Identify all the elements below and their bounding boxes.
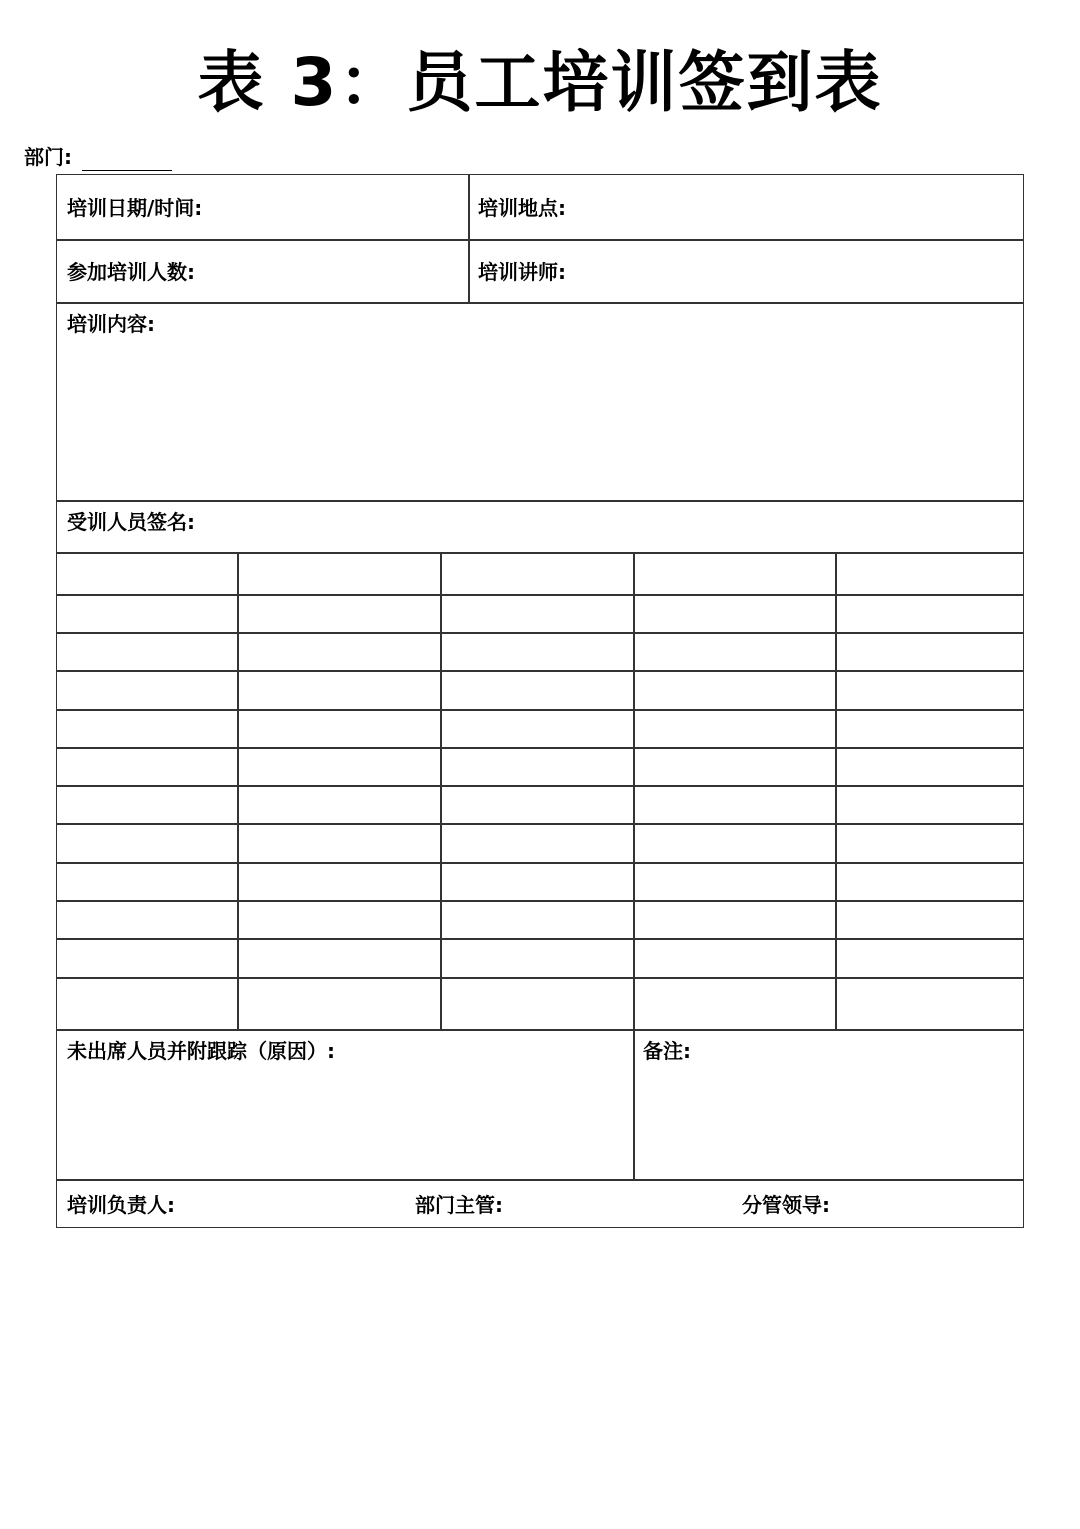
signature-cell[interactable] — [633, 670, 835, 709]
signature-cell[interactable] — [57, 938, 237, 977]
signature-cell[interactable] — [237, 862, 440, 900]
signature-cell[interactable] — [835, 785, 1023, 823]
signature-cell[interactable] — [57, 785, 237, 823]
training-responsible-label: 培训负责人: — [67, 1193, 175, 1217]
signature-cell[interactable] — [440, 938, 633, 977]
signature-cell[interactable] — [835, 747, 1023, 785]
signature-cell[interactable] — [633, 709, 835, 747]
department-blank-line[interactable] — [82, 148, 172, 171]
row-divider — [57, 500, 1023, 502]
page-title: 表 3：员工培训签到表 — [197, 44, 883, 121]
signature-cell[interactable] — [57, 900, 237, 938]
signature-cell[interactable] — [835, 823, 1023, 862]
signature-cell[interactable] — [440, 552, 633, 594]
signature-cell[interactable] — [440, 823, 633, 862]
training-signin-form — [56, 174, 1024, 1228]
training-location-label: 培训地点: — [478, 196, 566, 220]
signature-cell[interactable] — [237, 670, 440, 709]
signature-cell[interactable] — [440, 900, 633, 938]
signature-cell[interactable] — [237, 709, 440, 747]
absent-followup-label: 未出席人员并附跟踪（原因）: — [67, 1039, 335, 1063]
signature-cell[interactable] — [835, 594, 1023, 632]
signature-cell[interactable] — [835, 862, 1023, 900]
signature-cell[interactable] — [440, 670, 633, 709]
signature-cell[interactable] — [633, 977, 835, 1029]
signature-cell[interactable] — [440, 632, 633, 670]
signature-cell[interactable] — [440, 785, 633, 823]
signature-cell[interactable] — [835, 938, 1023, 977]
signature-cell[interactable] — [440, 594, 633, 632]
signature-cell[interactable] — [835, 709, 1023, 747]
signature-cell[interactable] — [237, 552, 440, 594]
signature-cell[interactable] — [633, 594, 835, 632]
trainee-signature-label: 受训人员签名: — [67, 510, 195, 534]
signature-cell[interactable] — [440, 709, 633, 747]
instructor-label: 培训讲师: — [478, 260, 566, 284]
department-field — [24, 143, 172, 171]
supervising-leader-label: 分管领导: — [742, 1193, 830, 1217]
signature-cell[interactable] — [237, 977, 440, 1029]
row-divider — [57, 1179, 1023, 1181]
column-divider — [468, 175, 470, 303]
signature-cell[interactable] — [57, 862, 237, 900]
training-date-time-label: 培训日期/时间: — [67, 196, 203, 220]
signature-cell[interactable] — [633, 747, 835, 785]
signature-cell[interactable] — [57, 709, 237, 747]
signature-cell[interactable] — [57, 552, 237, 594]
signature-cell[interactable] — [237, 632, 440, 670]
signature-cell[interactable] — [633, 632, 835, 670]
signature-cell[interactable] — [237, 747, 440, 785]
signature-cell[interactable] — [237, 823, 440, 862]
signature-cell[interactable] — [237, 785, 440, 823]
signature-cell[interactable] — [237, 594, 440, 632]
signature-cell[interactable] — [633, 552, 835, 594]
signature-cell[interactable] — [835, 632, 1023, 670]
column-divider — [633, 1029, 635, 1180]
row-divider — [57, 1029, 1023, 1031]
signature-cell[interactable] — [57, 670, 237, 709]
department-label: 部门: — [24, 145, 72, 169]
signature-cell[interactable] — [835, 552, 1023, 594]
participant-count-label: 参加培训人数: — [67, 260, 195, 284]
signature-cell[interactable] — [835, 670, 1023, 709]
signature-cell[interactable] — [835, 900, 1023, 938]
signature-cell[interactable] — [633, 900, 835, 938]
signature-cell[interactable] — [440, 977, 633, 1029]
training-content-label: 培训内容: — [67, 312, 155, 336]
signature-cell[interactable] — [633, 785, 835, 823]
signature-cell[interactable] — [57, 823, 237, 862]
row-divider — [57, 239, 1023, 241]
signature-cell[interactable] — [57, 747, 237, 785]
signature-cell[interactable] — [57, 632, 237, 670]
signature-cell[interactable] — [57, 977, 237, 1029]
remarks-label: 备注: — [643, 1039, 691, 1063]
signature-cell[interactable] — [835, 977, 1023, 1029]
signature-cell[interactable] — [633, 823, 835, 862]
signature-cell[interactable] — [440, 862, 633, 900]
signature-cell[interactable] — [237, 938, 440, 977]
signature-cell[interactable] — [237, 900, 440, 938]
row-divider — [57, 302, 1023, 304]
signature-cell[interactable] — [57, 594, 237, 632]
signature-cell[interactable] — [633, 862, 835, 900]
signature-cell[interactable] — [633, 938, 835, 977]
signature-cell[interactable] — [440, 747, 633, 785]
department-supervisor-label: 部门主管: — [415, 1193, 503, 1217]
signature-grid — [57, 552, 1023, 1029]
